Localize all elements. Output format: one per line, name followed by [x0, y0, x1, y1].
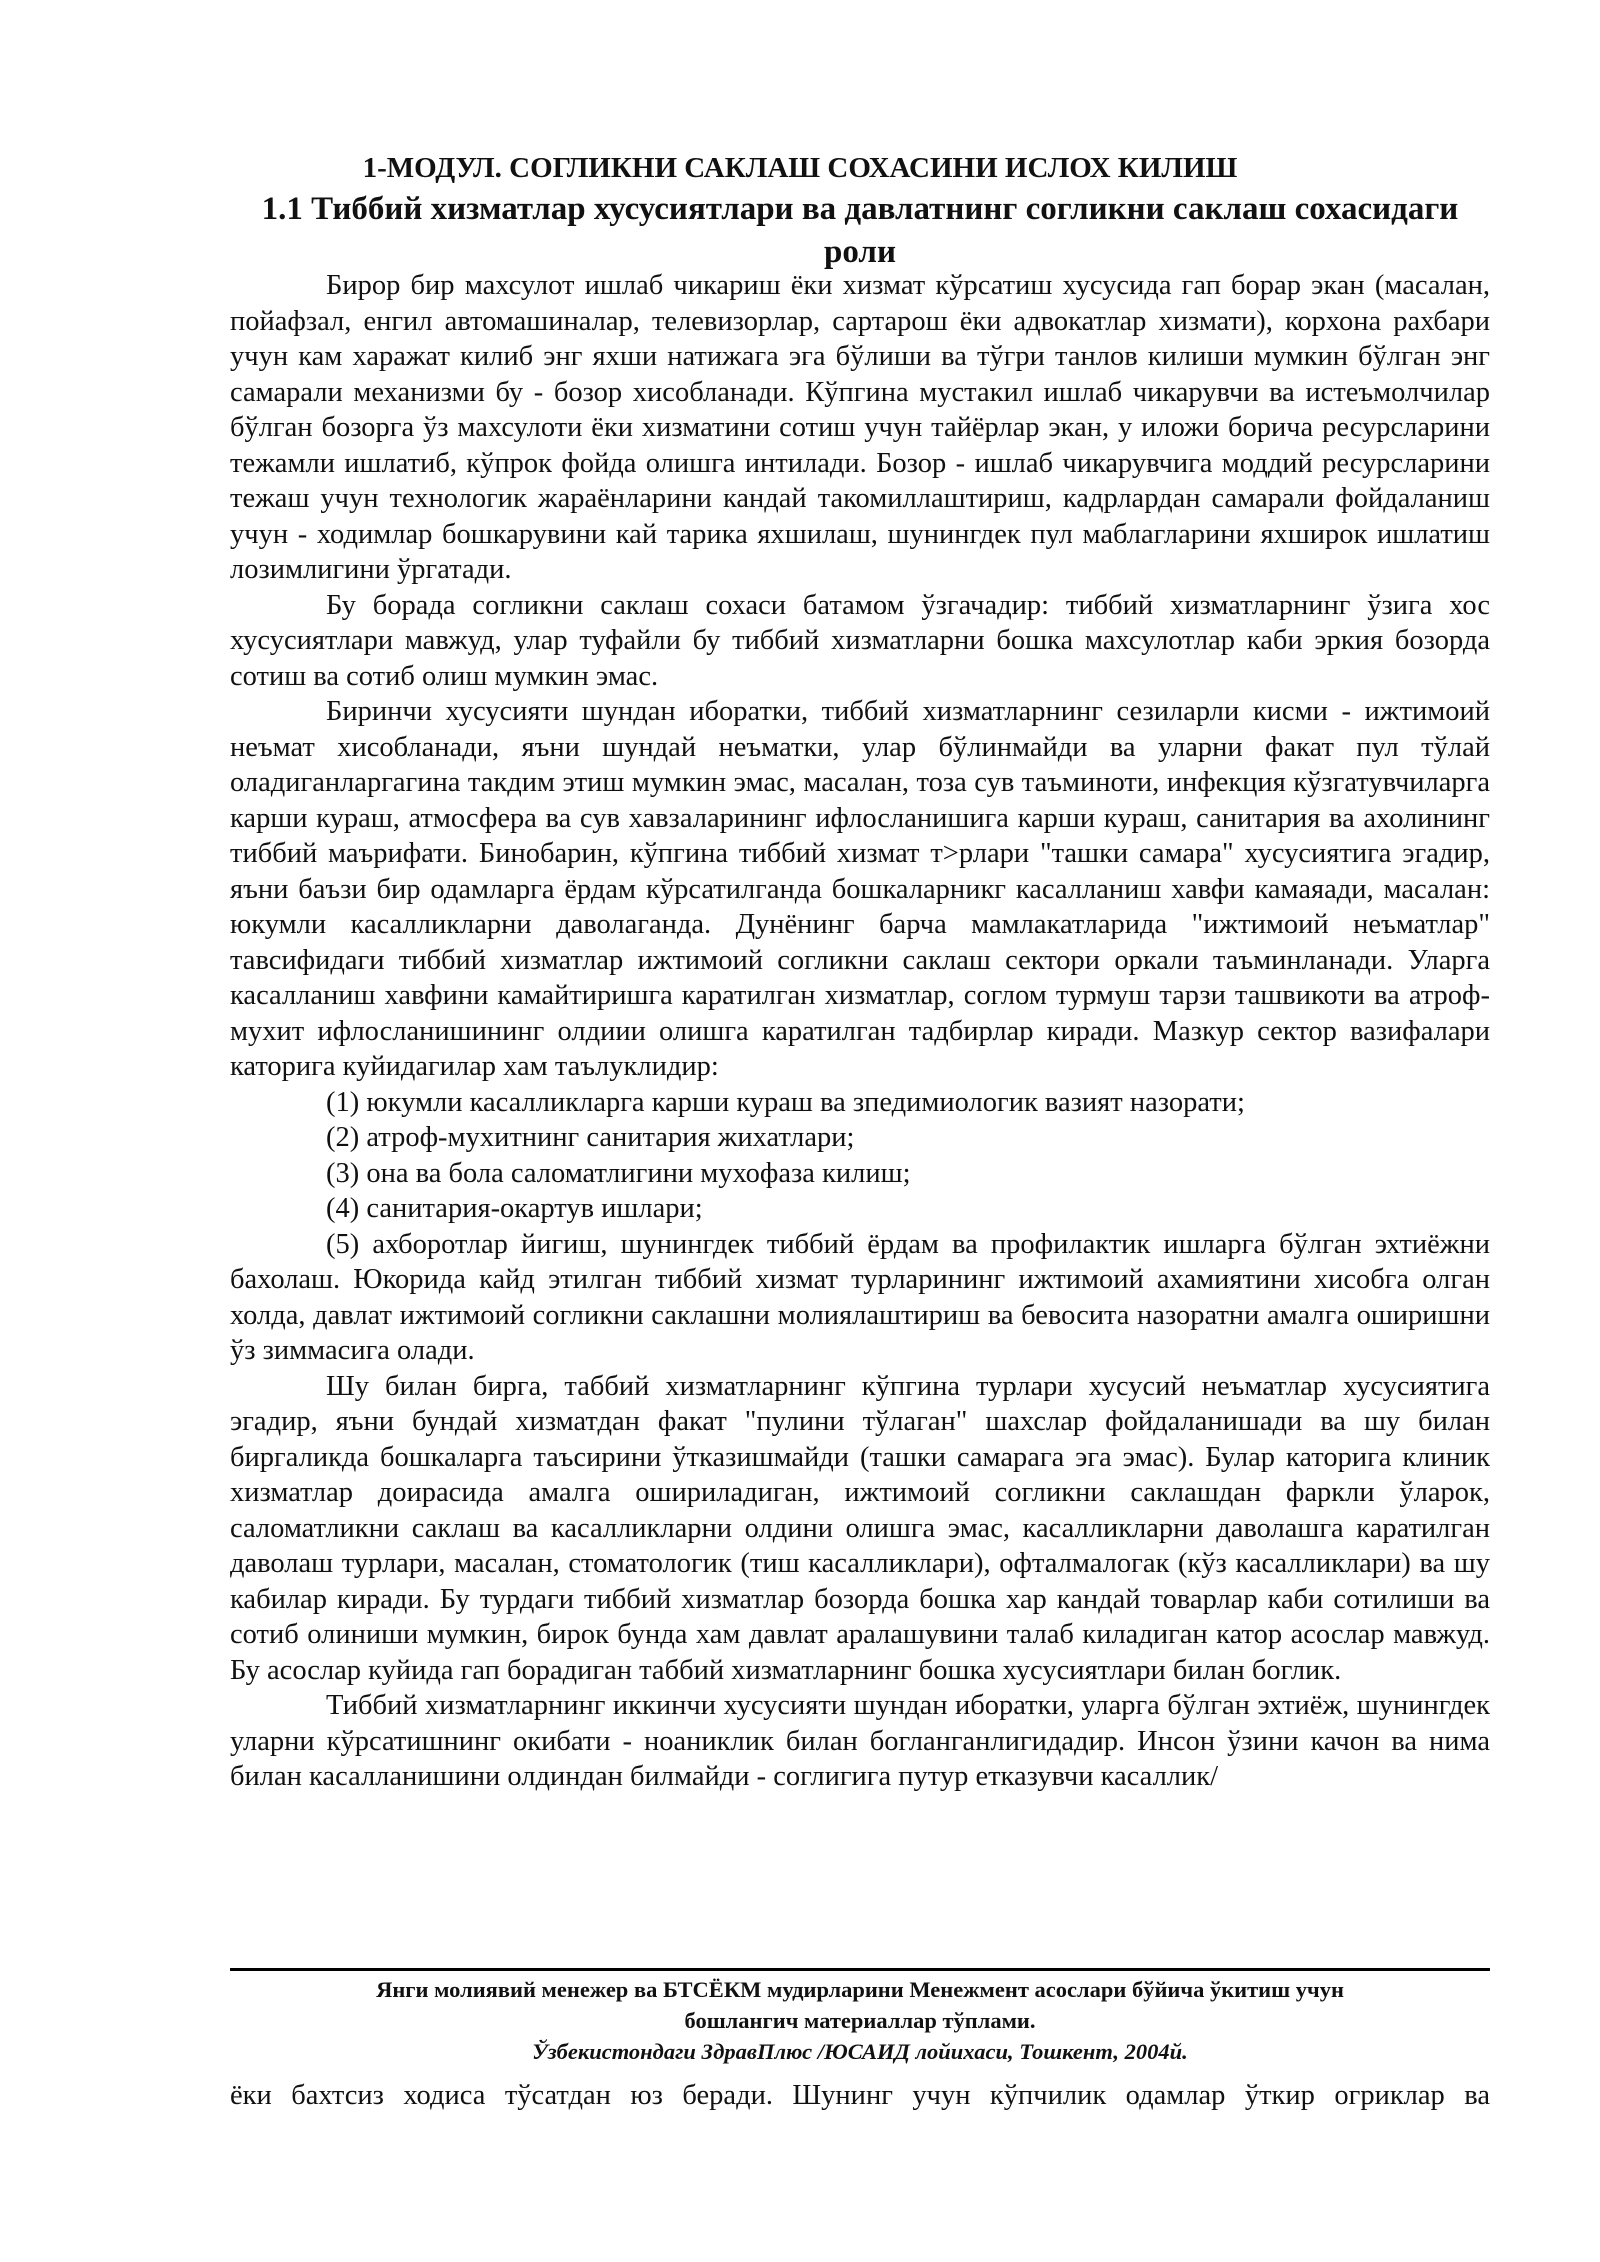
list-item: (1) юкумли касалликларга карши кураш ва зпедимиологик вазият назорати;: [326, 1086, 1245, 1118]
footer-source: Ўзбекистондаги ЗдравПлюс /ЮСАИД лойихаси, Тошкент, 2004й.: [532, 2039, 1188, 2064]
page-footer: [230, 1974, 1490, 2067]
list-item: (2) атроф-мухитнинг санитария жихатлари;: [326, 1122, 855, 1153]
body-text: [230, 268, 1490, 1795]
list-item: (4) санитария-окартув ишлари;: [326, 1193, 703, 1224]
paragraph: Бирор бир махсулот ишлаб чикариш ёки хизмат кўрсатиш хусусида гап борар экан (масалан, пойафзал, енгил автомашиналар, телевизорлар, сартарош ёки адвокатлар хизмати), корхона рахбари учун кам харажат килиб энг яхши натижага эга бўлиши ва тўгри танлов килиши мумкин бўлган энг самарали механизми бу - бозор хисобланади. Кўпгина мустакил ишлаб чикарувчи ва истеъмолчилар бўлган бозорга ўз махсулоти ёки хизматини сотиш учун тайёрлар экан, у иложи борича ресурсларини тежамли ишлатиб, кўпрок фойда олишга интилади. Бозор - ишлаб чикарувчига моддий ресурсларини тежаш учун технологик жараёнларини кандай такомиллаштириш, кадрлардан самарали фойдаланиш учун - ходимлар бошкарувини кай тарика яхшилаш, шунингдек пул маблагларини яхширок ишлатиш лозимлигини ўргатади.: [230, 270, 1490, 585]
paragraph: Биринчи хусусияти шундан иборатки, тиббий хизматларнинг сезиларли кисми - ижтимоий неъмат хисобланади, яъни шундай неъматки, улар бўлинмайди ва уларни факат пул тўлай оладиганларгагина такдим этиш мумкин эмас, масалан, тоза сув таъминоти, инфекция кўзгатувчиларга карши кураш, атмосфера ва сув хавзаларининг ифлосланишига карши кураш, санитария ва ахолининг тиббий маърифати. Бинобарин, кўпгина тиббий хизмат т>рлари "ташки самара" хусусиятига эгадир, яъни баъзи бир одамларга ёрдам кўрсатилганда бошкаларникг касалланиш хавфи камаяади, масалан: юкумли касалликларни даволаганда. Дунёнинг барча мамлакатларида "ижтимоий неъматлар" тавсифидаги тиббий хизматлар ижтимоий согликни саклаш сектори оркали таъминланади. Уларга касалланиш хавфини камайтиришга каратилган хизматлар, соглом турмуш тарзи ташвикоти ва атроф-мухит ифлосланишининг олдиии олишга каратилган тадбирлар киради. Мазкур сектор вазифалари каторига куйидагилар хам таълуклидир:: [230, 696, 1490, 1082]
section-title: 1.1 Тиббий хизматлар хусусиятлари ва давлатнинг согликни саклаш сохасидаги роли: [261, 191, 1459, 270]
paragraph: Бу борада согликни саклаш сохаси батамом ўзгачадир: тиббий хизматларнинг ўзига хос хусусиятлари мавжуд, улар туфайли бу тиббий хизматларни бошка махсулотлар каби эркия бозорда сотиш ва сотиб олиш мумкин эмас.: [230, 589, 1490, 692]
paragraph: Тиббий хизматларнинг иккинчи хусусияти шундан иборатки, уларга бўлган эхтиёж, шунингдек уларни кўрсатишнинг окибати - ноаниклик билан богланганлигидадир. Инсон ўзини качон ва нима билан касалланишини олдиндан билмайди - соглигига путур етказувчи касаллик/: [230, 1690, 1490, 1792]
footer-line: бошлангич материаллар тўплами.: [684, 2008, 1036, 2033]
list-item: (5) ахборотлар йигиш, шунингдек тиббий ёрдам ва профилактик ишларга бўлган эхтиёжни бахолаш. Юкорида кайд этилган тиббий хизмат турларининг ижтимоий ахамиятини хисобга олган холда, давлат ижтимоий согликни саклашни молиялаштириш ва бевосита назоратни амалга оширишни ўз зиммасига олади.: [230, 1228, 1490, 1366]
footer-divider: [230, 1968, 1490, 1971]
module-title: 1-МОДУЛ. СОГЛИКНИ САКЛАШ СОХАСИНИ ИСЛОХ КИЛИШ: [362, 152, 1238, 184]
paragraph: Шу билан бирга, таббий хизматларнинг кўпгина турлари хусусий неъматлар хусусиятига эгадир, яъни бундай хизматдан факат "пулини тўлаган" шахслар фойдаланишади ва шу билан биргаликда бошкаларга таъсирини ўтказишмайди (ташки самарага эга эмас). Булар каторига клиник хизматлар доирасида амалга ошириладиган, ижтимоий согликни саклашдан фаркли ўларок, саломатликни саклаш ва касалликларни олдини олишга эмас, касалликларни даволашга каратилган даволаш турлари, масалан, стоматологик (тиш касалликлари), офталмалогак (кўз касалликлари) ва шу кабилар киради. Бу турдаги тиббий хизматлар бозорда бошка хар кандай товарлар каби сотилиши ва сотиб олиниши мумкин, бирок бунда хам давлат аралашувини талаб киладиган катор асослар мавжуд. Бу асослар куйида гап борадиган таббий хизматларнинг бошка хусусиятлари билан боглик.: [230, 1370, 1490, 1686]
list-item: (3) она ва бола саломатлигини мухофаза килиш;: [326, 1157, 911, 1189]
continuation-text: ёки бахтсиз ходиса тўсатдан юз беради. Шунинг учун кўпчилик одамлар ўткир огриклар ва: [230, 2080, 1490, 2111]
footer-line: Янги молиявий менежер ва БТСЁКМ мудирларини Менежмент асослари бўйича ўкитиш учун: [376, 1977, 1344, 2002]
